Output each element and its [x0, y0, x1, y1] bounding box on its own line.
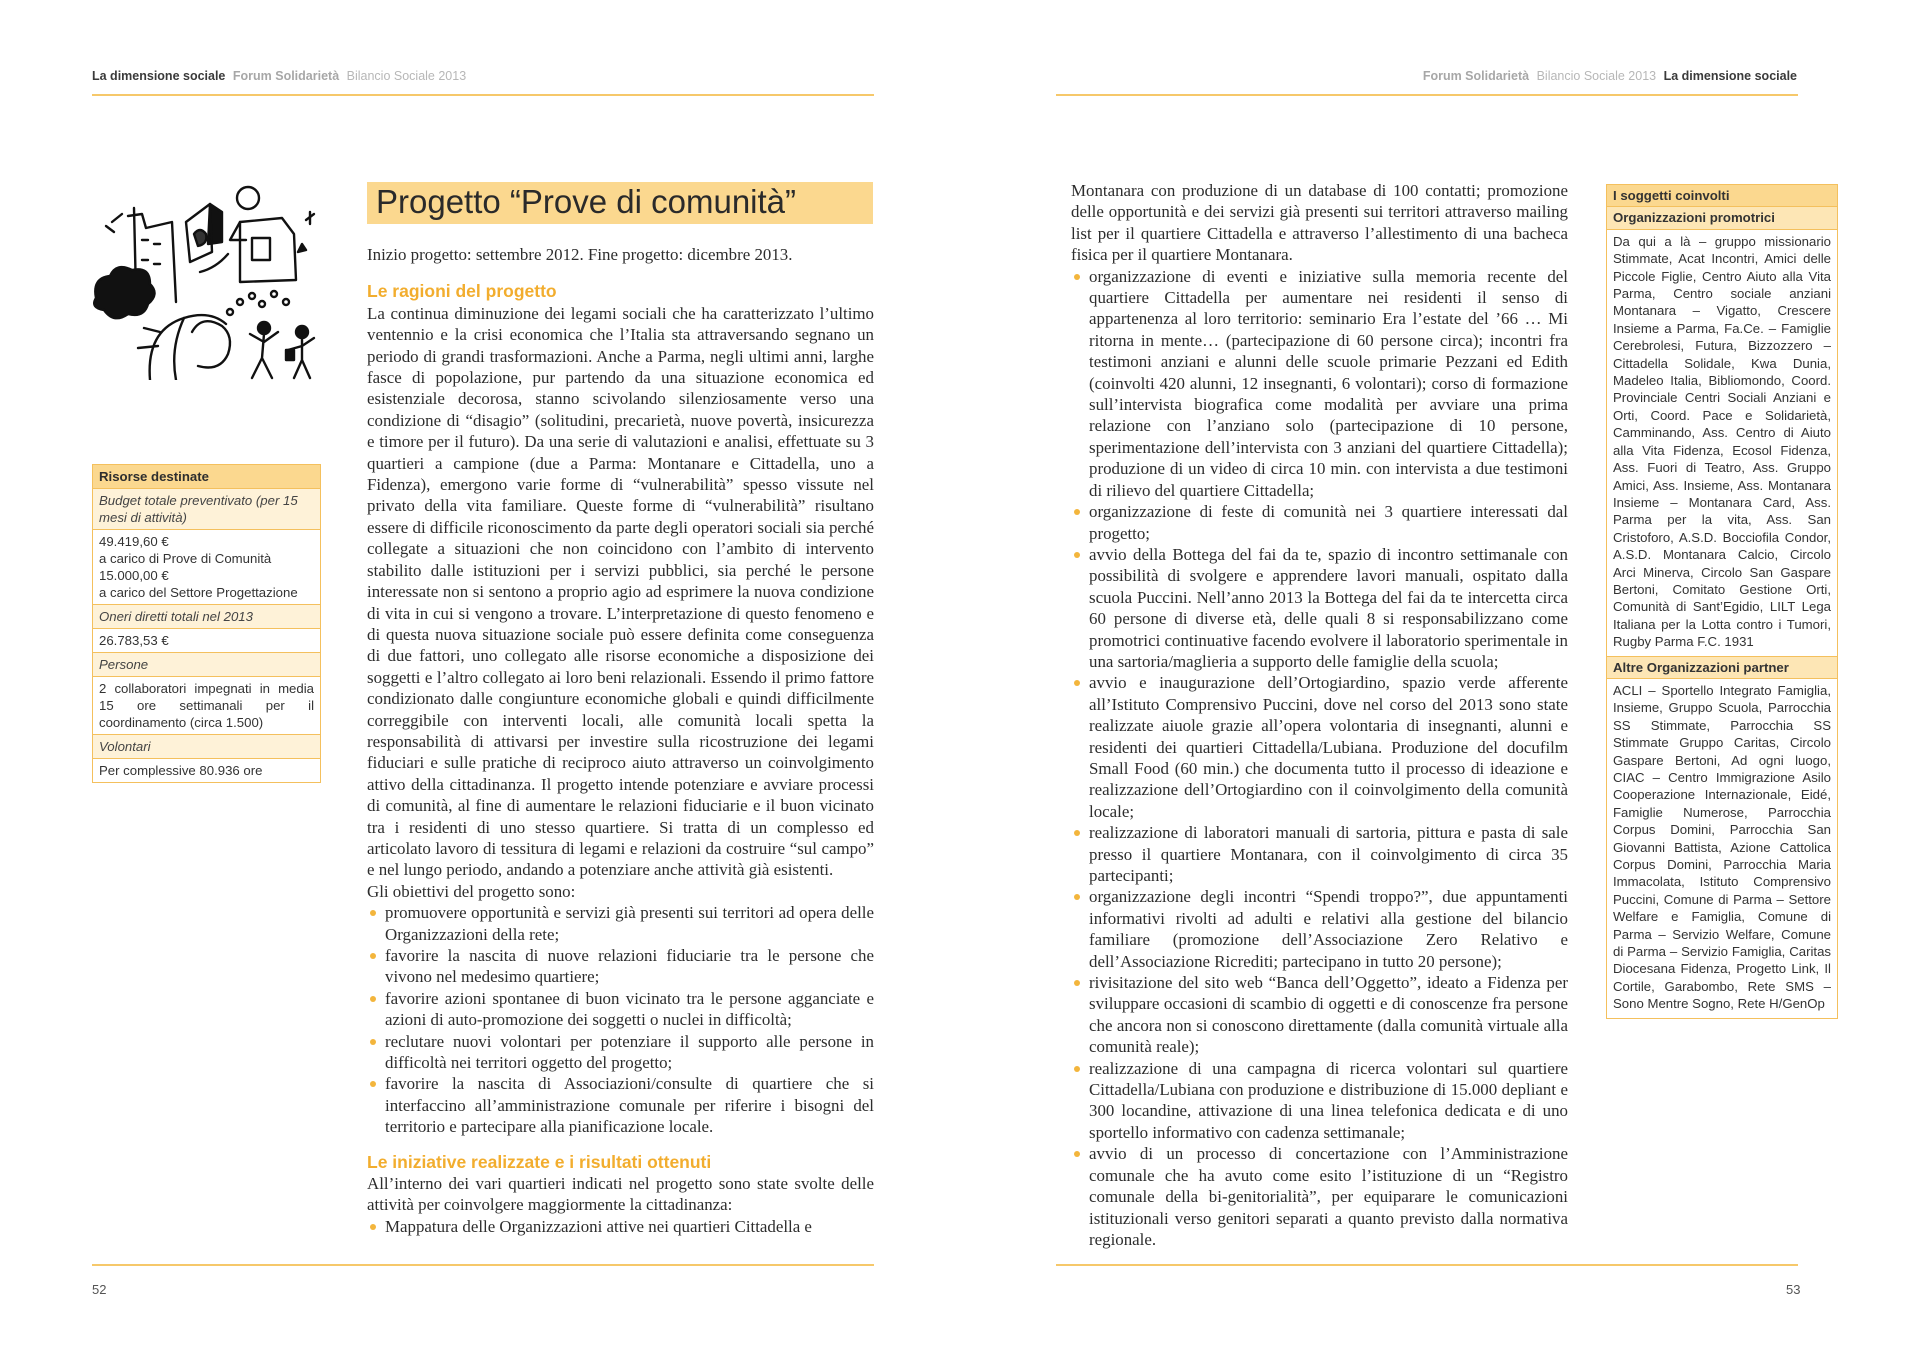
section-heading-reasons: Le ragioni del progetto — [367, 281, 557, 302]
list-item: avvio della Bottega del fai da te, spazio di incontro settimanale con possibilità di svolgere e apprendere lavori manuali, ospitato dalla scuola Puccini. Nell’anno 2013 la Bottega del fai da te intercetta circa 60 persone di diverse età, delle quali 8 si responsabilizzano come promotrici continuative facendo evolvere il laboratorio sperimentale in una sartoria/maglieria a supporto delle famiglie della scuola; — [1071, 544, 1568, 672]
people-label: Persone — [92, 653, 321, 677]
promoters-heading: Organizzazioni promotrici — [1606, 207, 1838, 229]
list-item: avvio di un processo di concertazione con l’Amministrazione comunale che ha avuto come esito l’istituzione di un “Registro comunale della bi-genitorialità”, per equiparare le comunicazioni istituzionali verso genitori separati a quanto previsto dalla normativa regionale. — [1071, 1143, 1568, 1250]
list-item: favorire azioni spontanee di buon vicinato tra le persone agganciate e azioni di auto-promozione dei soggetti o nuclei in difficoltà; — [367, 988, 874, 1031]
objectives-list — [367, 902, 874, 1137]
list-item: promuovere opportunità e servizi già presenti sui territori ad opera delle Organizzazioni della rete; — [367, 902, 874, 945]
objectives-intro: Gli obiettivi del progetto sono: — [367, 881, 576, 901]
direct-costs-label: Oneri diretti totali nel 2013 — [92, 605, 321, 629]
budget-line: a carico di Prove di Comunità — [99, 551, 272, 566]
list-item: favorire la nascita di Associazioni/consulte di quartiere che si interfaccino all’amministrazione comunale per riferire i bisogni del territorio e partecipare alla pianificazione locale. — [367, 1073, 874, 1137]
list-item: organizzazione degli incontri “Spendi troppo?”, due appuntamenti informativi rivolti ad adulti e relativi alla gestione del bilancio familiare (promozione dell’Associazione Zero Relativo e dell’Associazione Ricrediti; partecipano in tutto 20 persone); — [1071, 886, 1568, 972]
resources-box — [92, 464, 321, 783]
budget-line: a carico del Settore Progettazione — [99, 585, 298, 600]
partners-heading: Altre Organizzazioni partner — [1606, 657, 1838, 679]
header-section: La dimensione sociale — [92, 69, 226, 83]
running-header — [92, 69, 466, 83]
section-heading-initiatives: Le iniziative realizzate e i risultati ottenuti — [367, 1151, 712, 1172]
budget-line: 15.000,00 € — [99, 568, 169, 583]
resources-heading: Risorse destinate — [92, 464, 321, 489]
list-item: organizzazione di feste di comunità nei 3 quartiere interessati dal progetto; — [1071, 501, 1568, 544]
header-report: Bilancio Sociale 2013 — [1536, 69, 1657, 83]
main-column — [367, 244, 874, 1237]
list-item: rivisitazione del sito web “Banca dell’Oggetto”, ideato a Fidenza per sviluppare occasioni di scambio di oggetti e di conoscenze fra persone che ancora non si conoscono direttamente (dalla comunità virtuale alla comunità reale); — [1071, 972, 1568, 1058]
promoters-list: Da qui a là – gruppo missionario Stimmate, Acat Incontri, Amici delle Piccole Figlie, Centro Aiuto alla Vita Parma, Centro sociale anziani Montanara – Vigatto, Crescere Insieme a Parma, Fa.Ce. – Famiglie Cerebrolesi, Futura, Bizzozzero – Cittadella Solidale, Kwa Dunia, Madeleo Italia, Bibliomondo, Coord. Provinciale Centri Sociali Anziani e Orti, Coord. Pace e Solidarietà, Camminando, Ass. Centro di Aiuto alla Vita Fidenza, Ecosol Fidenza, Ass. Fuori di Teatro, Ass. Gruppo Amici, Ass. Insieme, Ass. Montanara Insieme – Montanara Card, Ass. Parma per la vita, Ass. San Cristoforo, A.S.D. Bocciofila Condor, A.S.D. Montanara Calcio, Circolo Arci Minerva, Circolo San Gaspare Bertoni, Comitato Gestione Orti, Comunità di Sant’Egidio, LILT Lega Italiana per la Lotta contro i Tumori, Rugby Parma F.C. 1931 — [1606, 230, 1838, 657]
subjects-heading: I soggetti coinvolti — [1606, 184, 1838, 207]
page-title: Progetto “Prove di comunità” — [376, 183, 797, 220]
partners-list: ACLI – Sportello Integrato Famiglia, Insieme, Gruppo Scuola, Parrocchia SS Stimmate, Parrocchia SS Stimmate Gruppo Caritas, Circolo Gaspare Bertoni, Ad ogni luogo, CIAC – Centro Immigrazione Asilo Cooperazione Internazionale, Eidé, Famiglie Numerose, Parrocchia Corpus Domini, Parrocchia San Giovanni Battista, Azione Cattolica Corpus Domini, Parrocchia Maria Immacolata, Istituto Comprensivo Puccini, Comune di Parma – Settore Welfare e Famiglia, Comune di Parma – Servizio Welfare, Comune di Parma – Servizio Famiglia, Caritas Diocesana Fidenza, Progetto Link, Il Cortile, Garabombo, Rete SMS – Sono Mentre Sogno, Rete H/GenOp — [1606, 679, 1838, 1019]
reasons-paragraph: La continua diminuzione dei legami sociali che ha caratterizzato l’ultimo ventennio e la crisi economica che l’Italia sta attraversando segnano un periodo di grandi trasformazioni. Anche a Parma, negli ultimi anni, larghe fasce di popolazione, pur partendo da una situazione economica ed esistenziale decorosa, stanno scivolando silenziosamente verso una condizione di “disagio” (solitudini, precarietà, nuove povertà, insicurezza e timore per il futuro). Da una serie di valutazioni e analisi, effettuate su 3 quartieri a campione (due a Parma: Montanare e Cittadella, uno a Fidenza), emergono varie forme di “vulnerabilità” spesso vissute nel privato della vita familiare. Queste forme di “vulnerabilità” risultano essere di difficile riconoscimento da parte degli operatori sociali sia perché collegate a situazioni che non coincidono con l’ambito di intervento stabilito dalle istituzioni per i servizi pubblici, sia perché le persone interessate non si sentono a proprio agio ad esprimere la nuova condizione di vita in cui si vengono a trovare. L’interpretazione di questo fenomeno e di questa nuova situazione sociale può essere definita come conseguenza di due fattori, uno collegato alle risorse economiche a disposizione dei soggetti e l’altro collegato ai loro beni relazionali. Essendo il primo fattore condizionato dalle congiunture economiche globali e quindi difficilmente correggibile con interventi locali, alle comunità locali spetta la responsabilità di attivarsi per investire sulla ricostruzione dei legami fiduciari e sulle pratiche di reciproco aiuto attraverso un coinvolgimento attivo della cittadinanza. Il progetto intende potenziare e avviare processi di comunità, al fine di aumentare le relazioni fiduciarie e il buon vicinato tra i residenti di uno stesso quartiere. Si tratta di un complesso ed articolato lavoro di tessitura di legami e relazioni da costruire “sul campo” e nel lungo periodo, andando a potenziare anche attività già esistenti. — [367, 303, 874, 880]
initiatives-intro: All’interno dei vari quartieri indicati nel progetto sono state svolte delle attività per coinvolgere maggiormente la cittadinanza: — [367, 1174, 874, 1215]
list-item: reclutare nuovi volontari per potenziare il supporto alle persone in difficoltà nei territori oggetto del progetto; — [367, 1031, 874, 1074]
volunteers-value: Per complessive 80.936 ore — [92, 759, 321, 783]
initiatives-list-start — [367, 1216, 874, 1237]
header-org: Forum Solidarietà — [1422, 69, 1530, 83]
subjects-box — [1606, 184, 1838, 1019]
list-item: Mappatura delle Organizzazioni attive nei quartieri Cittadella e — [367, 1216, 874, 1237]
header-section: La dimensione sociale — [1663, 69, 1797, 83]
direct-costs-value: 26.783,53 € — [92, 629, 321, 653]
budget-values — [92, 530, 321, 605]
header-rule — [92, 94, 874, 96]
continued-column — [1071, 180, 1568, 1250]
list-item: realizzazione di laboratori manuali di sartoria, pittura e pasta di sale presso il quartiere Montanara, con il coinvolgimento di circa 35 partecipanti; — [1071, 822, 1568, 886]
header-rule — [1056, 94, 1798, 96]
page-number: 52 — [92, 1282, 107, 1297]
volunteers-label: Volontari — [92, 735, 321, 759]
budget-line: 49.419,60 € — [99, 534, 169, 549]
footer-rule — [1056, 1264, 1798, 1266]
page-number: 53 — [1786, 1282, 1801, 1297]
header-org: Forum Solidarietà — [232, 69, 340, 83]
list-item: favorire la nascita di nuove relazioni fiduciarie tra le persone che vivono nel medesimo quartiere; — [367, 945, 874, 988]
budget-label: Budget totale preventivato (per 15 mesi di attività) — [92, 489, 321, 530]
header-report: Bilancio Sociale 2013 — [346, 69, 467, 83]
people-value: 2 collaboratori impegnati in media 15 ore settimanali per il coordinamento (circa 1.500) — [92, 677, 321, 735]
list-item: organizzazione di eventi e iniziative sulla memoria recente del quartiere Cittadella per aumentare nei residenti il senso di appartenenza al loro territorio: seminario Era l’estate del ’66 … Mi ritorna in mente… (partecipazione di 60 persone circa); incontri fra testimoni anziani e alunni delle scuole primarie Pezzani ed Edith (coinvolti 420 alunni, 12 insegnanti, 6 volontari); corso di formazione sull’intervista biografica come modalità per avviare una prima relazione con l’anziano solo (partecipazione di 10 persone, sperimentazione dell’intervista con 3 anziani del quartiere Cittadella); produzione di un video di circa 10 min. con intervista a due testimoni di rilievo del quartiere Cittadella; — [1071, 266, 1568, 501]
running-header — [1423, 69, 1797, 83]
initiatives-list — [1071, 266, 1568, 1251]
footer-rule — [92, 1264, 874, 1266]
project-dates: Inizio progetto: settembre 2012. Fine progetto: dicembre 2013. — [367, 245, 793, 264]
list-item: avvio e inaugurazione dell’Ortogiardino, spazio verde afferente all’Istituto Comprensivo Puccini, dove nel corso del 2013 sono state realizzate aiuole grazie all’opera volontaria di insegnanti, alunni e residenti dei quartieri Cittadella/Lubiana. Produzione del docufilm Small Food (60 min.) che documenta tutto il processo di ideazione e realizzazione dell’Ortogiardino con il coinvolgimento della comunità locale; — [1071, 672, 1568, 822]
list-item: realizzazione di una campagna di ricerca volontari sul quartiere Cittadella/Lubiana con produzione e distribuzione di 15.000 depliant e 300 locandine, attivazione di una linea telefonica dedicata e di uno sportello informativo con cadenza settimanale; — [1071, 1058, 1568, 1144]
continued-paragraph: Montanara con produzione di un database di 100 contatti; promozione delle opportunità e dei servizi già presenti sui territori attraverso mailing list per il quartiere Cittadella e attraverso l’allestimento di una bacheca fisica per il quartiere Montanara. — [1071, 181, 1568, 265]
community-illustration-icon — [90, 182, 322, 380]
